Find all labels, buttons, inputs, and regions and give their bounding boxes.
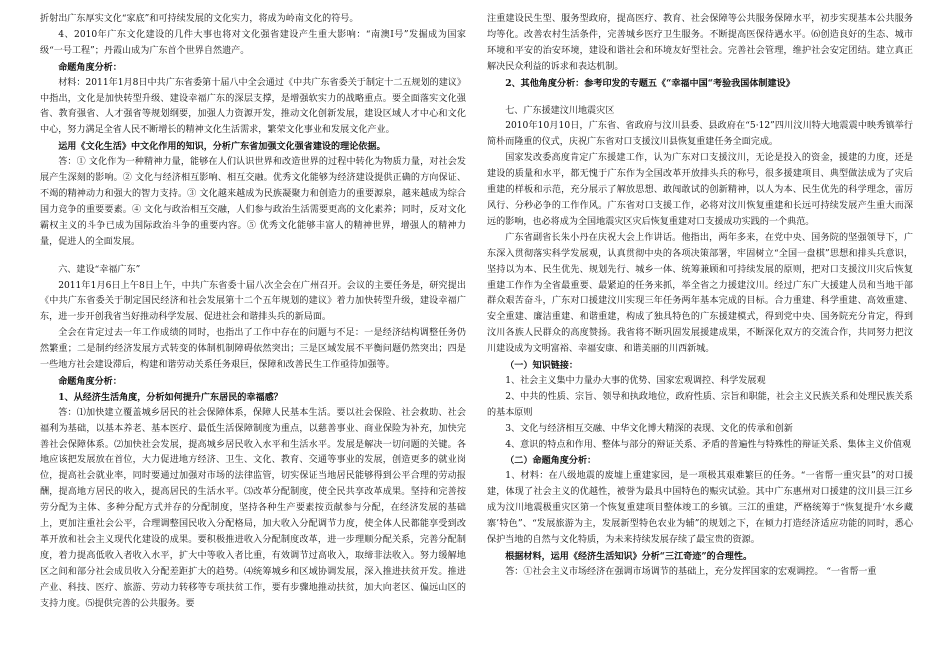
section-heading: （一）知识链接：: [505, 360, 578, 372]
paragraph: 3、文化与经济相互交融、中华文化博大精深的表现、文化的传承和创新: [505, 423, 793, 434]
section-heading: 命题角度分析：: [58, 375, 122, 387]
section-heading: 根据材料，运用《经济生活知识》分析“三江奇迹”的合理性。: [505, 550, 753, 562]
paragraph: 答：⑴加快建立覆盖城乡居民的社会保障体系，保障人民基本生活。要以社会保险、社会救助、社会福利为基础，以基本养老、基本医疗、最低生活保障制度为重点，以慈善事业、商业保险为补充，加快完善社会保障体系。⑵加快社会发展，提高城乡居民收入水平和生活水平。发展是解决一切问题的关键。各地应该把发展放在首位，大力促进地方经济、卫生、文化、教育、交通等事业的发展，创造更多的就业岗位，提高社会就业率，同时要通过加强对市场的法律监管，切实保证当地居民能够得到公平合理的劳动报酬，提高地方居民的收入，提高居民的生活水平。⑶改革分配制度，使全民共享改革成果。坚持和完善按劳分配为主体、多种分配方式并存的分配制度，坚持各种生产要素按贡献参与分配，在经济发展的基础上，更加注重社会公平，合理调整国民收入分配格局，加大收入分配调节力度，使全体人民都能享受到改革开放和社会主义现代化建设的成果。要积极推进收入分配制度改革，进一步理顺分配关系，完善分配制度，着力提高低收入者收入水平，扩大中等收入者比重，有效调节过高收入，取缔非法收入。努力缓解地区之间和部分社会成员收入分配差距扩大的趋势。⑷统筹城乡和区域协调发展，深入推进扶贫开发。推进产业、科技、医疗、旅游、劳动力转移等专项扶贫工作，要有步骤地推动扶贫，加大向老区、偏远山区的支持力度。⑸提供完善的公共服务。要: [40, 407, 466, 609]
paragraph-gap: [487, 92, 913, 98]
paragraph: 材料：2011年1月8日中共广东省委第十届八中全会通过《中共广东省委关于制定十二五规划的建议》中指出，文化是加快转型升级、建设幸福广东的深层支撑，是增强软实力的战略重点。要全面落实文化强省、教育强省、人才强省等规划纲要，加强人力资源开发，推动文化创新发展，建设区域人才中心和文化中心，努力满足全省人民不断增长的精神文化生活需求，繁荣文化事业和发展文化产业。: [40, 77, 466, 136]
paragraph: 2、中共的性质、宗旨、领导和执政地位，政府性质、宗旨和职能，社会主义民族关系和处理民族关系的基本原则: [487, 391, 913, 418]
paragraph: 4、2010年广东文化建设的几件大事也将对文化强省建设产生重大影响：“南澳Ⅰ号”发掘成为国家级“一号工程”；丹霞山成为广东首个世界自然遗产。: [40, 29, 466, 56]
paragraph: 2010年10月10日，广东省、省政府与汶川县委、县政府在“5·12”四川汶川特大地震震中映秀镇举行简朴而隆重的仪式，庆祝广东省对口支援汶川县恢复重建任务全面完成。: [487, 121, 913, 148]
section-heading: （二）命题角度分析：: [505, 455, 597, 467]
paragraph-gap: [40, 251, 466, 257]
paragraph: 1、社会主义集中力量办大事的优势、国家宏观调控、科学发展观: [505, 375, 766, 386]
section-heading: 1、从经济生活角度，分析如何提升广东居民的幸福感？: [58, 391, 283, 403]
paragraph: 全会在肯定过去一年工作成绩的同时，也指出了工作中存在的问题与不足：一是经济结构调整任务仍然繁重；二是制约经济发展方式转变的体制机制障碍依然突出；三是区域发展不平衡问题仍然突出；四是一些地方社会建设滞后，构建和谐劳动关系任务艰巨，保障和改善民生工作亟待加强等。: [40, 328, 466, 371]
section-heading: 命题角度分析：: [58, 61, 122, 73]
paragraph: 注重建设民生型、服务型政府，提高医疗、教育、社会保障等公共服务保障水平，初步实现基本公共服务均等化。改善农村生活条件，完善城乡医疗卫生服务。不断提高医保待遇水平。⑹创造良好的生态、城市环境和平安的治安环境，建设和谐社会和环境友好型社会。完善社会管理，维护社会安定团结。建立真正解决民众利益的诉求和表达机制。: [487, 14, 913, 72]
paragraph: 广东省副省长朱小丹在庆祝大会上作讲话。他指出，两年多来，在党中央、国务院的坚强领导下，广东深入贯彻落实科学发展观，认真贯彻中央的各项决策部署，牢固树立“全国一盘棋”思想和排头兵意识，坚持以为本、民生优先、规划先行、城乡一体、统筹兼顾和可持续发展的原则，把对口支援汶川灾后恢复重建工作作为全省最重要、最紧迫的任务来抓，举全省之力援建汶川。经过广东广大援建人员和当地干部群众艰苦奋斗，广东对口援建汶川实现三年任务两年基本完成的目标。合力重建、科学重建、高效重建、安全重建、廉洁重建、和谐重建，构成了独具特色的广东援建模式，得到党中央、国务院充分肯定，得到汶川各族人民群众的高度赞扬。我省将不断巩固发展援建成果，不断深化双方的交流合作，共同努力把汶川建设成为文明富裕、幸福安康、和谐美丽的川西新城。: [487, 232, 913, 355]
paragraph: 答：①社会主义市场经济在强调市场调节的基础上，充分发挥国家的宏观调控。 “一省帮一重: [505, 566, 877, 577]
right-column: [487, 12, 913, 581]
paragraph: 4、意识的特点和作用、整体与部分的辩证关系、矛盾的普遍性与特殊性的辩证关系、集体主义价值观: [505, 439, 912, 450]
paragraph: 折射出广东厚实文化“家底”和可持续发展的文化实力，将成为岭南文化的符号。: [40, 14, 359, 24]
paragraph: 国家发改委高度肯定广东援建工作，认为广东对口支援汶川，无论是投入的资金，援建的力度，还是建设的质量和水平，都无愧于广东作为全国改革开放排头兵的称号，很多援建项目、典型做法成为了灾后重建的样板和示范，充分展示了解放思想、敢闯敢试的创新精神，以人为本、民生优先的科学理念，雷厉风行、分秒必争的工作作风。广东省对口支援工作，必将对汶川恢复重建和长远可持续发展产生重大而深远的影响，也必将成为全国地震灾区灾后恢复重建对口支援成功实践的一个典范。: [487, 153, 913, 227]
left-column: [40, 12, 466, 613]
paragraph: 1、材料：在八级地震的废墟上重建家园，是一项极其艰难繁巨的任务。“一省帮一重灾县”的对口援建，体现了社会主义的优越性，被誉为最具中国特色的赈灾试验。其中广东惠州对口援建的汶川县三江乡成为汶川地震极重灾区第一个恢复重建项目整体竣工的乡镇。三江的重建，严格统筹于“恢复提升‘水乡藏寨’特色”、“发展旅游为主，发展新型特色农业为辅”的规划之下，在倾力打造经济适应功能的同时，悉心保护当地的自然与文化特质，为未来持续发展存续了最宝贵的资源。: [487, 471, 913, 545]
section-heading: 运用《文化生活》中文化作用的知识，分析广东省加强文化强省建设的理论依据。: [58, 141, 386, 153]
chapter-title: 六、建设“幸福广东”: [58, 264, 141, 275]
chapter-title: 七、广东援建汶川地震灾区: [505, 105, 615, 116]
paragraph: 答：① 文化作为一种精神力量，能够在人们认识世界和改造世界的过程中转化为物质力量，对社会发展产生深刻的影响。② 文化与经济相互影响、相互交融。优秀文化能够为经济建设提供正确的方向保证、不竭的精神动力和强大的智力支持。③ 文化越来越成为民族凝聚力和创造力的重要源泉，越来越成为综合国力竞争的重要要素。④ 文化与政治相互交融，人们参与政治生活需要更高的文化素养；同时，反对文化霸权主义的斗争已成为国际政治斗争的重要内容。⑤ 优秀文化能够丰富人的精神世界，增强人的精神力量，促进人的全面发展。: [40, 157, 466, 247]
paragraph: 2011年1月6日上午8日上午，中共广东省委十届八次全会在广州召开。会议的主要任务是，研究提出《中共广东省委关于制定国民经济和社会发展第十二个五年规划的建议》着力加快转型升级，建设幸福广东，进一步开创我省当好推动科学发展、促进社会和谐排头兵的新局面。: [40, 280, 466, 323]
section-heading: 2、其他角度分析：参考印发的专题五《“幸福中国“考验我国体制建设》: [505, 77, 795, 89]
